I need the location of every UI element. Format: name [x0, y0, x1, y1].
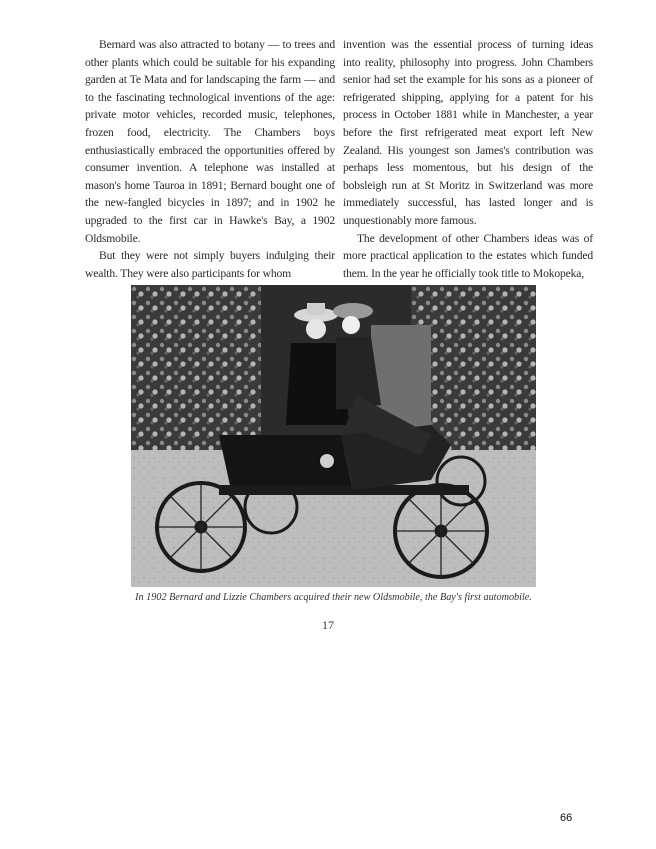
right-paragraph-2: The development of other Chambers ideas was of more practical application to the estates which funded them. In the year he officially took title to Mokopeka,: [343, 231, 593, 280]
right-paragraph-1: invention was the essential process of turning ideas into reality, philosophy into progress. John Chambers senior had set the example for his sons as a pioneer of refrigerated shipping, applying for a patent for his process in October 1881 while in Manchester, a year before the first refrigerated meat export left New Zealand. His youngest son James's contribution was perhaps less momentous, but his design of the bobsleigh run at St Moritz in Switzerland was more immediately successful, has lasted longer and is unquestionably more famous.: [343, 38, 593, 227]
oldsmobile-photograph: [131, 285, 536, 587]
left-text-column: [85, 36, 335, 282]
left-paragraph-1: Bernard was also attracted to botany — to trees and other plants which could be suitable for his expanding garden at Te Mata and for landscaping the farm — and to the fascinating technological inventions of the age: private motor vehicles, recorded music, telephones, frozen food, electricity. The Chambers boys enthusiastically embraced the opportunities offered by consumer invention. A telephone was installed at mason's home Tauroa in 1891; Bernard bought one of the new-fangled bicycles in 1897; and in 1902 he upgraded to the first car in Hawke's Bay, a 1902 Oldsmobile.: [85, 38, 335, 245]
right-text-column: [343, 36, 593, 282]
left-paragraph-2: But they were not simply buyers indulging their wealth. They were also participants for whom: [85, 249, 335, 280]
book-page-number: 17: [322, 618, 334, 632]
photo-caption: In 1902 Bernard and Lizzie Chambers acquired their new Oldsmobile, the Bay's first automobile.: [135, 592, 532, 603]
document-page-number: 66: [560, 812, 573, 824]
